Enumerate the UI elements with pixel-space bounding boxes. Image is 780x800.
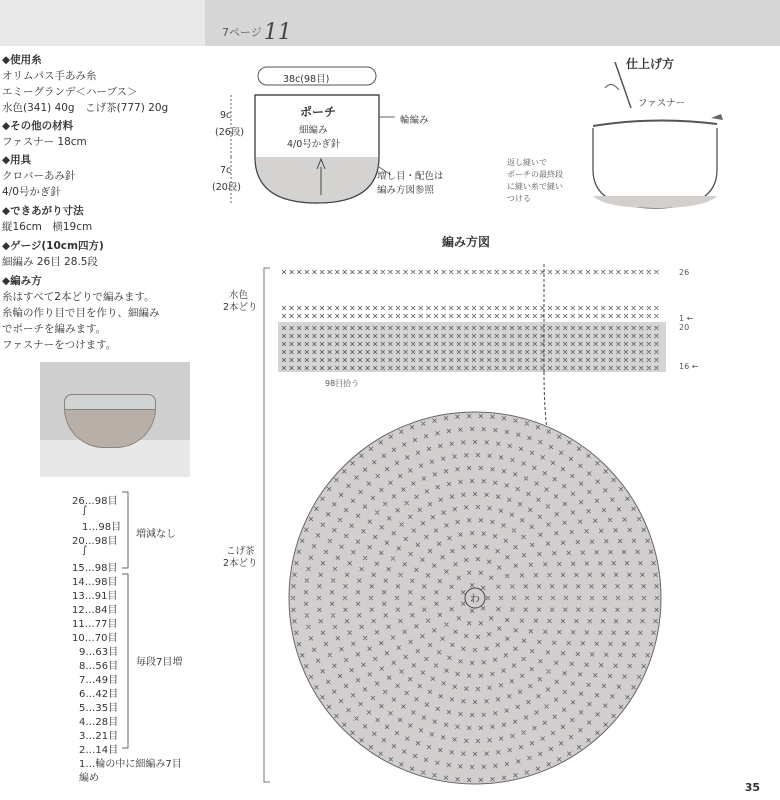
method-line-2: 糸輪の作り目で目を作り、細編み — [2, 307, 160, 319]
height-top-rows: (26段) — [215, 127, 245, 138]
row-entry: 26…98目 — [72, 496, 118, 507]
row-entry: 4…28目 — [79, 717, 119, 728]
size-heading: ◆できあがり寸法 — [2, 205, 84, 217]
height-bottom: 7c — [220, 165, 232, 176]
yarn-brand: オリムパス手あみ糸 — [2, 70, 97, 82]
finishing-schematic — [585, 58, 735, 218]
pouch-hook: 4/0号かぎ針 — [287, 139, 341, 150]
row-entry: 9…63目 — [79, 647, 119, 658]
band-strands-label: 2本どり — [223, 302, 258, 313]
row-entry: 3…21目 — [79, 731, 119, 742]
row-entry: 12…84目 — [72, 605, 118, 616]
method-line-3: でポーチを編みます。 — [2, 323, 107, 335]
tool-needle: クロバーあみ針 — [2, 170, 76, 182]
pouch-title: ポーチ — [300, 105, 337, 119]
pouch-stitch: 細編み — [299, 125, 328, 136]
band-color-label: 水色 — [229, 290, 249, 301]
row-label-20: 20 — [679, 323, 690, 332]
pattern-number: 11 — [263, 20, 292, 45]
base-color-label: こげ茶 — [226, 546, 255, 557]
tool-hook: 4/0号かぎ針 — [2, 186, 61, 198]
row-entry: 13…91目 — [72, 591, 118, 602]
tools-heading: ◆用具 — [2, 154, 32, 166]
row-entry: ∫ — [82, 545, 88, 556]
increase-note: 毎段7目増 — [136, 657, 183, 668]
finish-note-1: 返し縫いで — [507, 158, 547, 167]
row-entry: 6…42目 — [79, 689, 119, 700]
finish-note-2: ポーチの最終段 — [507, 170, 563, 179]
row-label-16: 16 ← — [679, 362, 699, 371]
finish-note-3: に縫い糸で縫い — [507, 182, 563, 191]
yarn-colors: 水色(341) 40g こげ茶(777) 20g — [2, 102, 169, 114]
no-change-note: 増減なし — [136, 529, 176, 540]
height-bottom-rows: (20段) — [212, 182, 242, 193]
method-line-1: 糸はすべて2本どりで編みます。 — [2, 291, 155, 303]
row-entry: ∫ — [82, 505, 88, 516]
chart-title: 編み方図 — [442, 235, 491, 249]
pouch-width: 38c(98目) — [283, 74, 330, 85]
row-entry: 20…98目 — [72, 536, 118, 547]
page-number: 35 — [744, 781, 760, 794]
method-line-4: ファスナーをつけます。 — [2, 339, 117, 351]
chart-bracket — [264, 268, 270, 782]
yarn-heading: ◆使用糸 — [2, 54, 42, 66]
row-entry: 7…49目 — [79, 675, 119, 686]
method-heading: ◆編み方 — [2, 275, 42, 287]
height-top: 9c — [220, 110, 232, 121]
pouch-note-1: 増し目・配色は — [377, 171, 444, 182]
finished-size: 縦16cm 横19cm — [2, 221, 93, 233]
row-entry: 11…77目 — [72, 619, 118, 630]
product-photo — [40, 362, 190, 477]
gauge-heading: ◆ゲージ(10cm四方) — [2, 240, 104, 252]
base-strands-label: 2本どり — [223, 558, 258, 569]
finish-title: 仕上げ方 — [626, 57, 675, 71]
pouch-note-round: 輪編み — [400, 115, 429, 126]
row-entry-first-cont: 編め — [79, 773, 99, 784]
row-table-brackets — [120, 490, 136, 760]
center-label: わ — [470, 594, 480, 605]
page-reference: 7ページ11 — [222, 20, 292, 45]
row-entry-first: 1…輪の中に細編み7目 — [79, 759, 182, 770]
row-entry: 2…14目 — [79, 745, 119, 756]
row-entry: 14…98目 — [72, 577, 118, 588]
row-entry: 10…70目 — [72, 633, 118, 644]
finish-note-4: つける — [507, 194, 531, 203]
crochet-chart — [260, 260, 690, 790]
pickup-label: 98目拾う — [325, 379, 360, 388]
yarn-line: エミーグランデ＜ハーブス＞ — [2, 86, 138, 98]
row-label-26: 26 — [679, 268, 690, 277]
row-entry: 15…98目 — [72, 563, 118, 574]
pouch-note-2: 編み方図参照 — [377, 185, 435, 196]
row-entry: 1…98目 — [82, 522, 122, 533]
row-entry: 5…35目 — [79, 703, 119, 714]
other-materials-heading: ◆その他の材料 — [2, 120, 74, 132]
zipper-spec: ファスナー 18cm — [2, 136, 87, 148]
row-entry: 8…56目 — [79, 661, 119, 672]
gauge-value: 細編み 26目 28.5段 — [2, 256, 98, 268]
row-label-1: 1 ← — [679, 314, 694, 323]
zipper-label: ファスナー — [638, 98, 686, 109]
